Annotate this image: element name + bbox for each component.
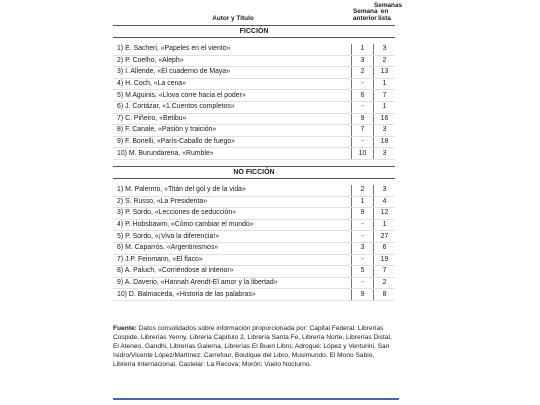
rank-number: 10): [117, 149, 127, 157]
book-entry: [113, 242, 352, 254]
book-entry: [113, 90, 352, 102]
prev-week-value: -: [352, 277, 374, 289]
table-row: [113, 90, 395, 102]
book-entry: [113, 185, 352, 196]
prev-week-value: 6: [352, 90, 374, 102]
weeks-listed-value: 27: [374, 231, 396, 243]
author-title: C. Piñeiro, «Betibu»: [125, 114, 187, 122]
book-entry: [113, 208, 352, 220]
weeks-listed-value: 3: [374, 185, 396, 196]
table-row: [113, 67, 395, 79]
weeks-listed-value: 4: [374, 196, 396, 208]
weeks-listed-value: 1: [374, 219, 396, 231]
rank-number: 2): [117, 56, 124, 64]
table-row: [113, 78, 395, 90]
author-title: M. Palermo, «Titán del gol y de la vida»: [125, 186, 246, 194]
rank-number: 8): [117, 267, 124, 275]
rank-number: 6): [117, 103, 124, 111]
author-title: P. Sordo, «Lecciones de seducción»: [125, 209, 237, 217]
section-title: FICCIÓN: [113, 25, 395, 38]
weeks-listed-value: 8: [374, 289, 396, 301]
book-entry: [113, 196, 352, 208]
table-row: [113, 44, 395, 55]
author-title: S. Russo, «La Presidenta»: [125, 197, 208, 205]
prev-week-value: -: [352, 101, 374, 113]
author-title: P. Hobsbawm, «Cómo cambiar el mundo»: [125, 221, 254, 229]
table-row: [113, 136, 395, 148]
weeks-listed-value: 3: [374, 148, 396, 160]
table-row: [113, 266, 395, 278]
prev-week-value: 2: [352, 67, 374, 79]
weeks-listed-value: 2: [374, 277, 396, 289]
table-row: [113, 148, 395, 160]
weeks-listed-value: 13: [374, 67, 396, 79]
author-title: D. Balmaceda, «Historia de las palabras»: [128, 290, 256, 298]
table-row: [113, 242, 395, 254]
table-row: [113, 185, 395, 196]
author-title: M. Burundarena, «Rumble»: [128, 149, 214, 157]
book-entry: [113, 254, 352, 266]
weeks-listed-value: 2: [374, 55, 396, 67]
book-entry: [113, 55, 352, 67]
prev-week-value: 2: [352, 185, 374, 196]
rank-number: 2): [117, 197, 124, 205]
author-title: P. Coelho, «Aleph»: [125, 56, 184, 64]
sections-container: [113, 25, 395, 301]
book-entry: [113, 113, 352, 125]
author-title: F. Bonelli, «París-Caballo de fuego»: [125, 138, 235, 146]
rank-number: 3): [117, 209, 124, 217]
prev-week-value: 9: [352, 208, 374, 220]
prev-week-value: -: [352, 254, 374, 266]
table-row: [113, 55, 395, 67]
prev-week-value: -: [352, 136, 374, 148]
table-row: [113, 289, 395, 301]
rank-number: 5): [117, 91, 124, 99]
book-entry: [113, 101, 352, 113]
author-title: J. Cortázar, «1.Cuentos completos»: [125, 103, 235, 111]
rank-number: 1): [117, 45, 124, 53]
weeks-listed-value: 1: [374, 101, 396, 113]
prev-week-value: 3: [352, 242, 374, 254]
weeks-listed-value: 12: [374, 208, 396, 220]
weeks-listed-value: 3: [374, 125, 396, 137]
table-row: [113, 125, 395, 137]
section-table: [113, 185, 395, 301]
bottom-rule: [113, 398, 399, 400]
prev-week-value: 7: [352, 125, 374, 137]
rank-number: 4): [117, 80, 124, 88]
rank-number: 5): [117, 232, 124, 240]
bestseller-table: [113, 1, 403, 301]
prev-week-value: -: [352, 219, 374, 231]
book-entry: [113, 266, 352, 278]
book-entry: [113, 78, 352, 90]
header-prev-week: Semana anterior: [353, 8, 378, 22]
author-title: H. Coch, «La cena»: [125, 80, 186, 88]
author-title: P. Sordo, «¡Viva la diferencia!»: [125, 232, 220, 240]
header-author-title: Autor y Título: [212, 15, 254, 22]
table-row: [113, 113, 395, 125]
book-entry: [113, 289, 352, 301]
source-note: [113, 324, 396, 369]
book-entry: [113, 67, 352, 79]
header-weeks-listed: Semanas en lista: [374, 1, 403, 22]
rank-number: 1): [117, 186, 124, 194]
prev-week-value: -: [352, 78, 374, 90]
section-table: [113, 44, 395, 160]
weeks-listed-value: 19: [374, 254, 396, 266]
weeks-listed-value: 16: [374, 113, 396, 125]
author-title: J.P. Feinmann, «El flaco»: [125, 255, 203, 263]
weeks-listed-value: 18: [374, 136, 396, 148]
author-title: M Aguinis, «Llova corre hacia el poder»: [125, 91, 246, 99]
weeks-listed-value: 6: [374, 242, 396, 254]
author-title: A. Paluch, «Corriéndose al interior»: [124, 267, 234, 275]
rank-number: 9): [117, 138, 124, 146]
author-title: A. Daverio, «Hannah Arendt-El amor y la libertad»: [124, 278, 278, 286]
prev-week-value: -: [352, 231, 374, 243]
rank-number: 10): [117, 290, 127, 298]
table-row: [113, 219, 395, 231]
rank-number: 7): [117, 114, 124, 122]
author-title: E. Sacheri, «Papeles en el viento»: [125, 45, 231, 53]
table-row: [113, 208, 395, 220]
table-row: [113, 231, 395, 243]
book-entry: [113, 219, 352, 231]
author-title: I. Allende, «El cuaderno de Maya»: [125, 68, 231, 76]
table-header: [113, 1, 403, 23]
source-label: Fuente:: [113, 325, 137, 332]
weeks-listed-value: 7: [374, 266, 396, 278]
prev-week-value: 10: [352, 148, 374, 160]
book-entry: [113, 231, 352, 243]
weeks-listed-value: 3: [374, 44, 396, 55]
author-title: M. Caparrós, «Argentinismos»: [125, 244, 219, 252]
table-row: [113, 277, 395, 289]
prev-week-value: 1: [352, 44, 374, 55]
book-entry: [113, 148, 352, 160]
weeks-listed-value: 1: [374, 78, 396, 90]
prev-week-value: 5: [352, 266, 374, 278]
rank-number: 9): [117, 278, 124, 286]
prev-week-value: 3: [352, 55, 374, 67]
rank-number: 8): [117, 126, 124, 134]
prev-week-value: 9: [352, 113, 374, 125]
table-row: [113, 254, 395, 266]
rank-number: 4): [117, 221, 124, 229]
prev-week-value: 1: [352, 196, 374, 208]
book-entry: [113, 44, 352, 55]
weeks-listed-value: 7: [374, 90, 396, 102]
table-row: [113, 101, 395, 113]
author-title: F. Canale, «Pasión y traición»: [125, 126, 217, 134]
prev-week-value: 9: [352, 289, 374, 301]
rank-number: 7): [117, 255, 124, 263]
section-title: NO FICCIÓN: [113, 166, 395, 179]
book-entry: [113, 136, 352, 148]
book-entry: [113, 277, 352, 289]
source-text: Datos consolidados sobre información proporcionada por: Capital Federal: Librerías Cúspide, Librerías Yenny, Librería Capítulo 2, Librería Santa Fe, Librería Norte, Librerías Distal, El Ateneo, Gandhi, Librerías Galerna, Librerías El Buen Libro; Adrogué: López y Venturini, San Isidro/Vicente López/Martínez: Carrefour, Boutique del Libro, Musimundo, El Mono Sabio, Librería Internacional, Castelar: La Recova; Morón: Vuelo Nocturno.: [113, 325, 392, 369]
table-row: [113, 196, 395, 208]
book-entry: [113, 125, 352, 137]
rank-number: 6): [117, 244, 124, 252]
rank-number: 3): [117, 68, 124, 76]
